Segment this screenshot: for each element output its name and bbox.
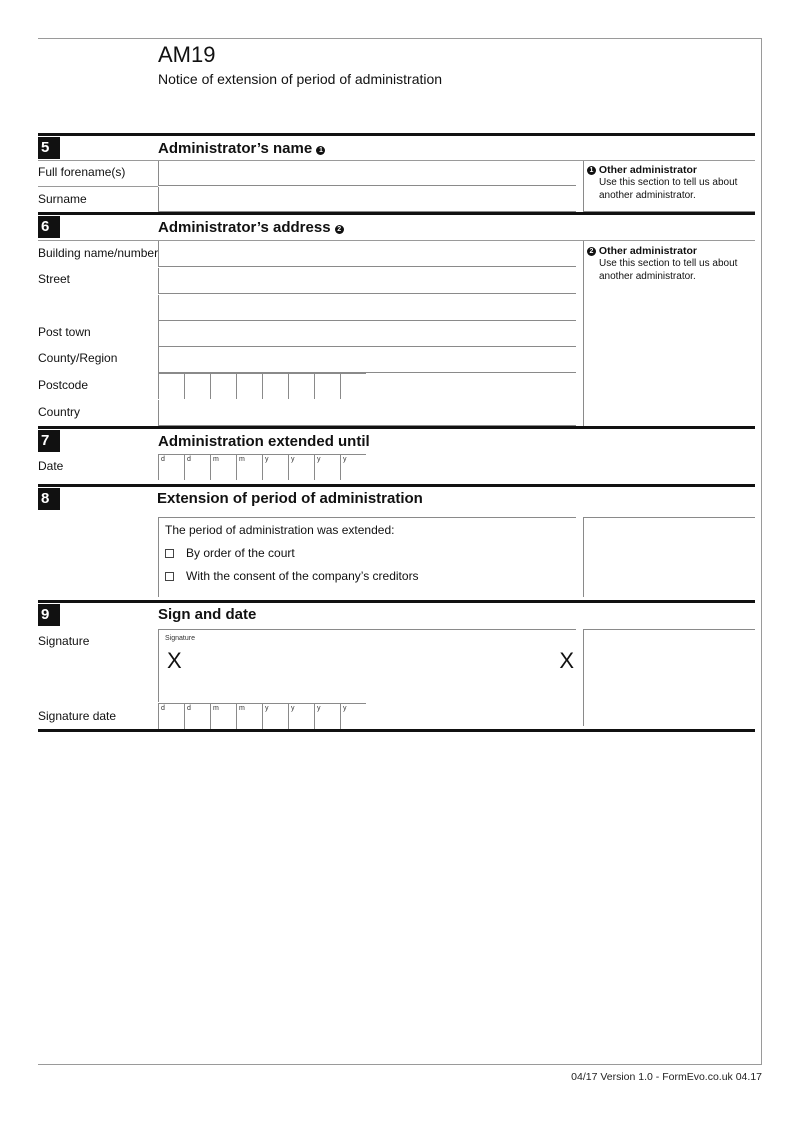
postcode-cell[interactable]: [184, 373, 210, 399]
section-5-note: [583, 161, 755, 212]
county-label: County/Region: [38, 351, 118, 365]
section-7-rule: [38, 426, 755, 429]
section-7-title: Administration extended until: [158, 433, 370, 450]
postcode-cell[interactable]: [288, 373, 314, 399]
section-5-rule: [38, 133, 755, 136]
signature-date-boxes[interactable]: [158, 703, 366, 729]
extended-date-boxes[interactable]: [158, 454, 366, 480]
signature-box[interactable]: [158, 629, 576, 702]
note-marker-1-icon: 1: [316, 146, 325, 155]
postcode-cell[interactable]: [340, 373, 366, 399]
section-5-note-title: Other administrator: [598, 164, 697, 176]
section-5-title: [158, 140, 325, 157]
court-order-label: By order of the court: [186, 546, 295, 560]
date-cell-day[interactable]: d: [184, 703, 210, 729]
surname-input[interactable]: [158, 187, 576, 212]
note-marker-2-icon: 2: [335, 225, 344, 234]
section-5-number: 5: [38, 137, 60, 159]
bottom-rule: [38, 1064, 762, 1065]
date-cell-year[interactable]: y: [314, 454, 340, 480]
section-6-note: [583, 241, 755, 426]
postcode-cell[interactable]: [236, 373, 262, 399]
form-code: AM19: [158, 42, 216, 67]
date-cell-year[interactable]: y: [340, 454, 366, 480]
form-title: Notice of extension of period of administration: [158, 71, 443, 87]
date-cell-month[interactable]: m: [210, 703, 236, 729]
date-cell-year[interactable]: y: [288, 454, 314, 480]
county-input[interactable]: [158, 347, 576, 373]
creditors-consent-label: With the consent of the company’s creditors: [186, 569, 419, 583]
court-order-checkbox[interactable]: [165, 549, 174, 558]
right-margin-rule: [761, 38, 762, 1065]
postcode-cell[interactable]: [210, 373, 236, 399]
post-town-label: Post town: [38, 325, 91, 339]
post-town-input[interactable]: [158, 321, 576, 347]
date-cell-day[interactable]: d: [158, 454, 184, 480]
date-cell-day[interactable]: d: [158, 703, 184, 729]
section-6-title: [158, 219, 344, 236]
date-cell-month[interactable]: m: [236, 454, 262, 480]
form-end-rule: [38, 729, 755, 732]
date-cell-year[interactable]: y: [340, 703, 366, 729]
top-rule: [38, 38, 762, 39]
section-9-title: Sign and date: [158, 606, 257, 623]
signature-date-label: Signature date: [38, 709, 117, 723]
section-5-title-text: Administrator’s name: [158, 140, 313, 157]
note-2-icon: 2: [587, 247, 596, 256]
option-court-row[interactable]: [165, 546, 576, 569]
postcode-cell[interactable]: [262, 373, 288, 399]
sign-here-right-mark: X: [559, 648, 574, 673]
postcode-cell[interactable]: [158, 373, 184, 399]
section-8-title: Extension of period of administration: [157, 490, 423, 507]
street-label: Street: [38, 272, 71, 286]
section-8-number: 8: [38, 488, 60, 510]
postcode-boxes[interactable]: [158, 373, 366, 399]
signature-label: Signature: [38, 634, 90, 648]
extended-date-label: Date: [38, 459, 64, 473]
section-9-number: 9: [38, 604, 60, 626]
section-9-note-box: [583, 629, 755, 726]
signature-box-caption: Signature: [165, 635, 195, 642]
country-input[interactable]: [158, 400, 576, 426]
postcode-label: Postcode: [38, 378, 89, 392]
sign-here-left-mark: X: [167, 648, 182, 673]
section-6-note-line-2: another administrator.: [599, 271, 696, 282]
section-9-rule: [38, 600, 755, 603]
section-6-note-header: [587, 245, 755, 257]
section-8-note-box: [583, 517, 755, 597]
building-label: Building name/number: [38, 246, 159, 260]
option-creditors-row[interactable]: [165, 569, 576, 592]
section-8-rule: [38, 484, 755, 487]
country-label: Country: [38, 405, 81, 419]
extension-intro: The period of administration was extended:: [165, 523, 395, 537]
section-7-number: 7: [38, 430, 60, 452]
section-6-note-title: Other administrator: [598, 245, 697, 257]
postcode-cell[interactable]: [314, 373, 340, 399]
date-cell-day[interactable]: d: [184, 454, 210, 480]
date-cell-year[interactable]: y: [262, 703, 288, 729]
surname-label: Surname: [38, 192, 87, 206]
section-6-note-line-1: Use this section to tell us about: [599, 258, 738, 269]
forenames-row-rule: [38, 186, 158, 187]
section-5-note-line-1: Use this section to tell us about: [599, 177, 738, 188]
date-cell-year[interactable]: y: [262, 454, 288, 480]
section-6-title-text: Administrator’s address: [158, 219, 331, 236]
forenames-input[interactable]: [158, 161, 576, 186]
section-5-note-header: [587, 164, 755, 176]
building-input[interactable]: [158, 241, 576, 267]
date-cell-month[interactable]: m: [236, 703, 262, 729]
note-1-icon: 1: [587, 166, 596, 175]
footer-version: 04/17 Version 1.0 - FormEvo.co.uk 04.17: [571, 1071, 762, 1083]
section-6-rule: [38, 212, 755, 215]
date-cell-year[interactable]: y: [288, 703, 314, 729]
extension-box: [158, 517, 576, 597]
forenames-label: Full forename(s): [38, 165, 126, 179]
section-6-number: 6: [38, 216, 60, 238]
street-input[interactable]: [158, 268, 576, 294]
creditors-consent-checkbox[interactable]: [165, 572, 174, 581]
date-cell-year[interactable]: y: [314, 703, 340, 729]
date-cell-month[interactable]: m: [210, 454, 236, 480]
section-5-note-line-2: another administrator.: [599, 190, 696, 201]
street-line-2-input[interactable]: [158, 295, 576, 321]
